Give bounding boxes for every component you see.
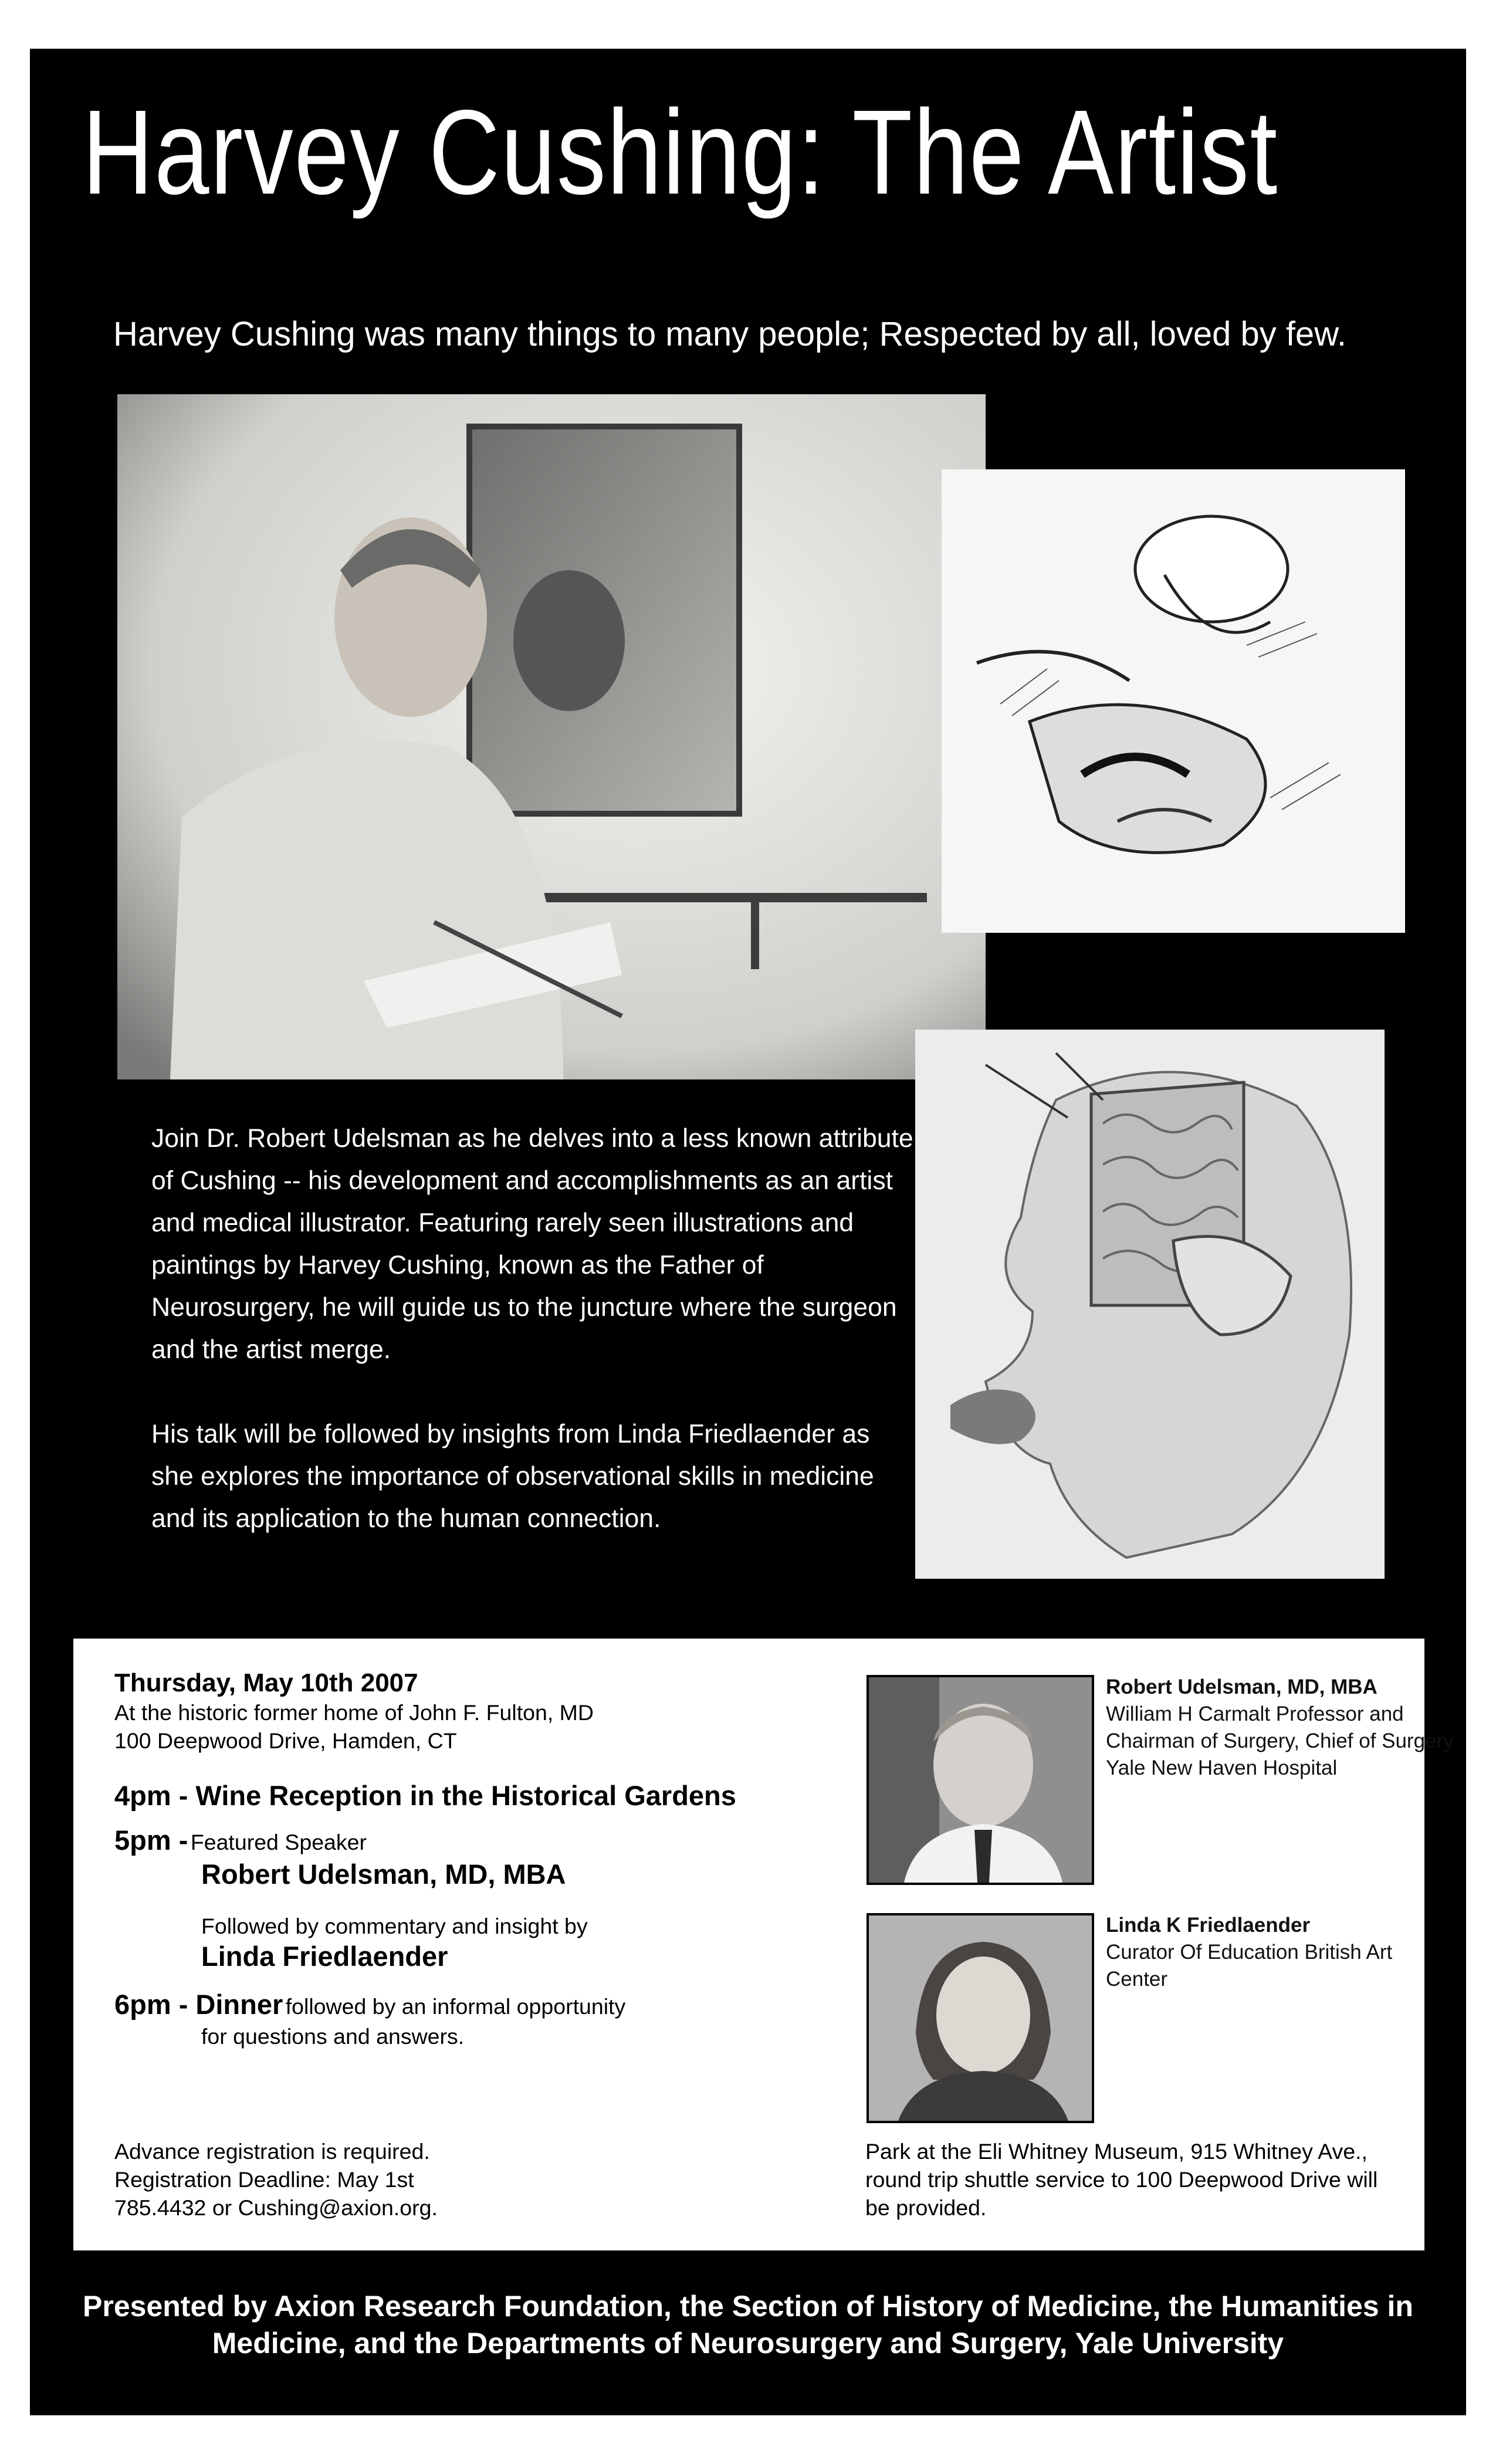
registration-info [114,2137,818,2222]
avatar [867,1675,1094,1885]
description-paragraph: His talk will be followed by insights from Linda Friedlaender as she explores the importance of observational skills in medicine and its application to the human connection. [151,1420,874,1533]
schedule-desc: followed by an informal opportunity [285,1994,626,2019]
cushing-photo [117,394,986,1079]
brain-surgery-head-illustration [915,1030,1385,1579]
event-address: 100 Deepwood Drive, Hamden, CT [114,1728,457,1753]
schedule-item-reception: 4pm - Wine Reception in the Historical Gardens [114,1780,736,1811]
footer-credits: Presented by Axion Research Foundation, the Section of History of Medicine, the Humanities in Medicine, and the Departments of Neurosurgery and Surgery, Yale University [83,2290,1413,2360]
parking-info: Park at the Eli Whitney Museum, 915 Whitney Ave., round trip shuttle service to 100 Deepwood Drive will be provided. [865,2139,1378,2220]
registration-line: Registration Deadline: May 1st [114,2167,414,2192]
speaker-bio [1106,1674,1458,1782]
description-paragraph: Join Dr. Robert Udelsman as he delves into a less known attribute of Cushing -- his development and accomplishments as an artist and medical illustrator. Featuring rarely seen illustrations and paintings by Harvey Cushing, known as the Father of Neurosurgery, he will guide us to the juncture where the surgeon and the artist merge. [151,1124,913,1364]
schedule-desc: Featured Speaker [190,1830,367,1854]
event-location: At the historic former home of John F. Fulton, MD [114,1700,594,1725]
event-details [114,1668,877,2050]
event-date: Thursday, May 10th 2007 [114,1668,418,1697]
surgeon-sketch-illustration [942,469,1405,933]
page-subtitle: Harvey Cushing was many things to many people; Respected by all, loved by few. [113,315,1346,353]
registration-line: Advance registration is required. [114,2139,430,2164]
page-title: Harvey Cushing: The Artist [82,85,1278,219]
speaker-bio-title: William H Carmalt Professor and Chairman of Surgery, Chief of Surgery Yale New Haven Hospital [1106,1703,1454,1779]
speaker-name: Robert Udelsman, MD, MBA [201,1859,566,1890]
speaker-bio-name: Linda K Friedlaender [1106,1914,1311,1937]
event-description [151,1118,914,1582]
event-info-panel [73,1639,1454,2250]
speaker-bio-name: Robert Udelsman, MD, MBA [1106,1676,1377,1698]
schedule-item-dinner [114,1987,877,2022]
speaker-bio-title: Curator Of Education British Art Center [1106,1941,1393,1991]
registration-contact: 785.4432 or Cushing@axion.org. [114,2195,438,2220]
schedule-time: 5pm - [114,1825,188,1856]
schedule-item-speaker [114,1823,877,1858]
speaker-bio [1106,1912,1458,1993]
schedule-time: 6pm - Dinner [114,1989,283,2020]
speaker-name: Linda Friedlaender [201,1941,448,1972]
schedule-follow-text: Followed by commentary and insight by [201,1914,588,1938]
schedule-desc-cont: for questions and answers. [201,2024,465,2049]
avatar [867,1913,1094,2123]
